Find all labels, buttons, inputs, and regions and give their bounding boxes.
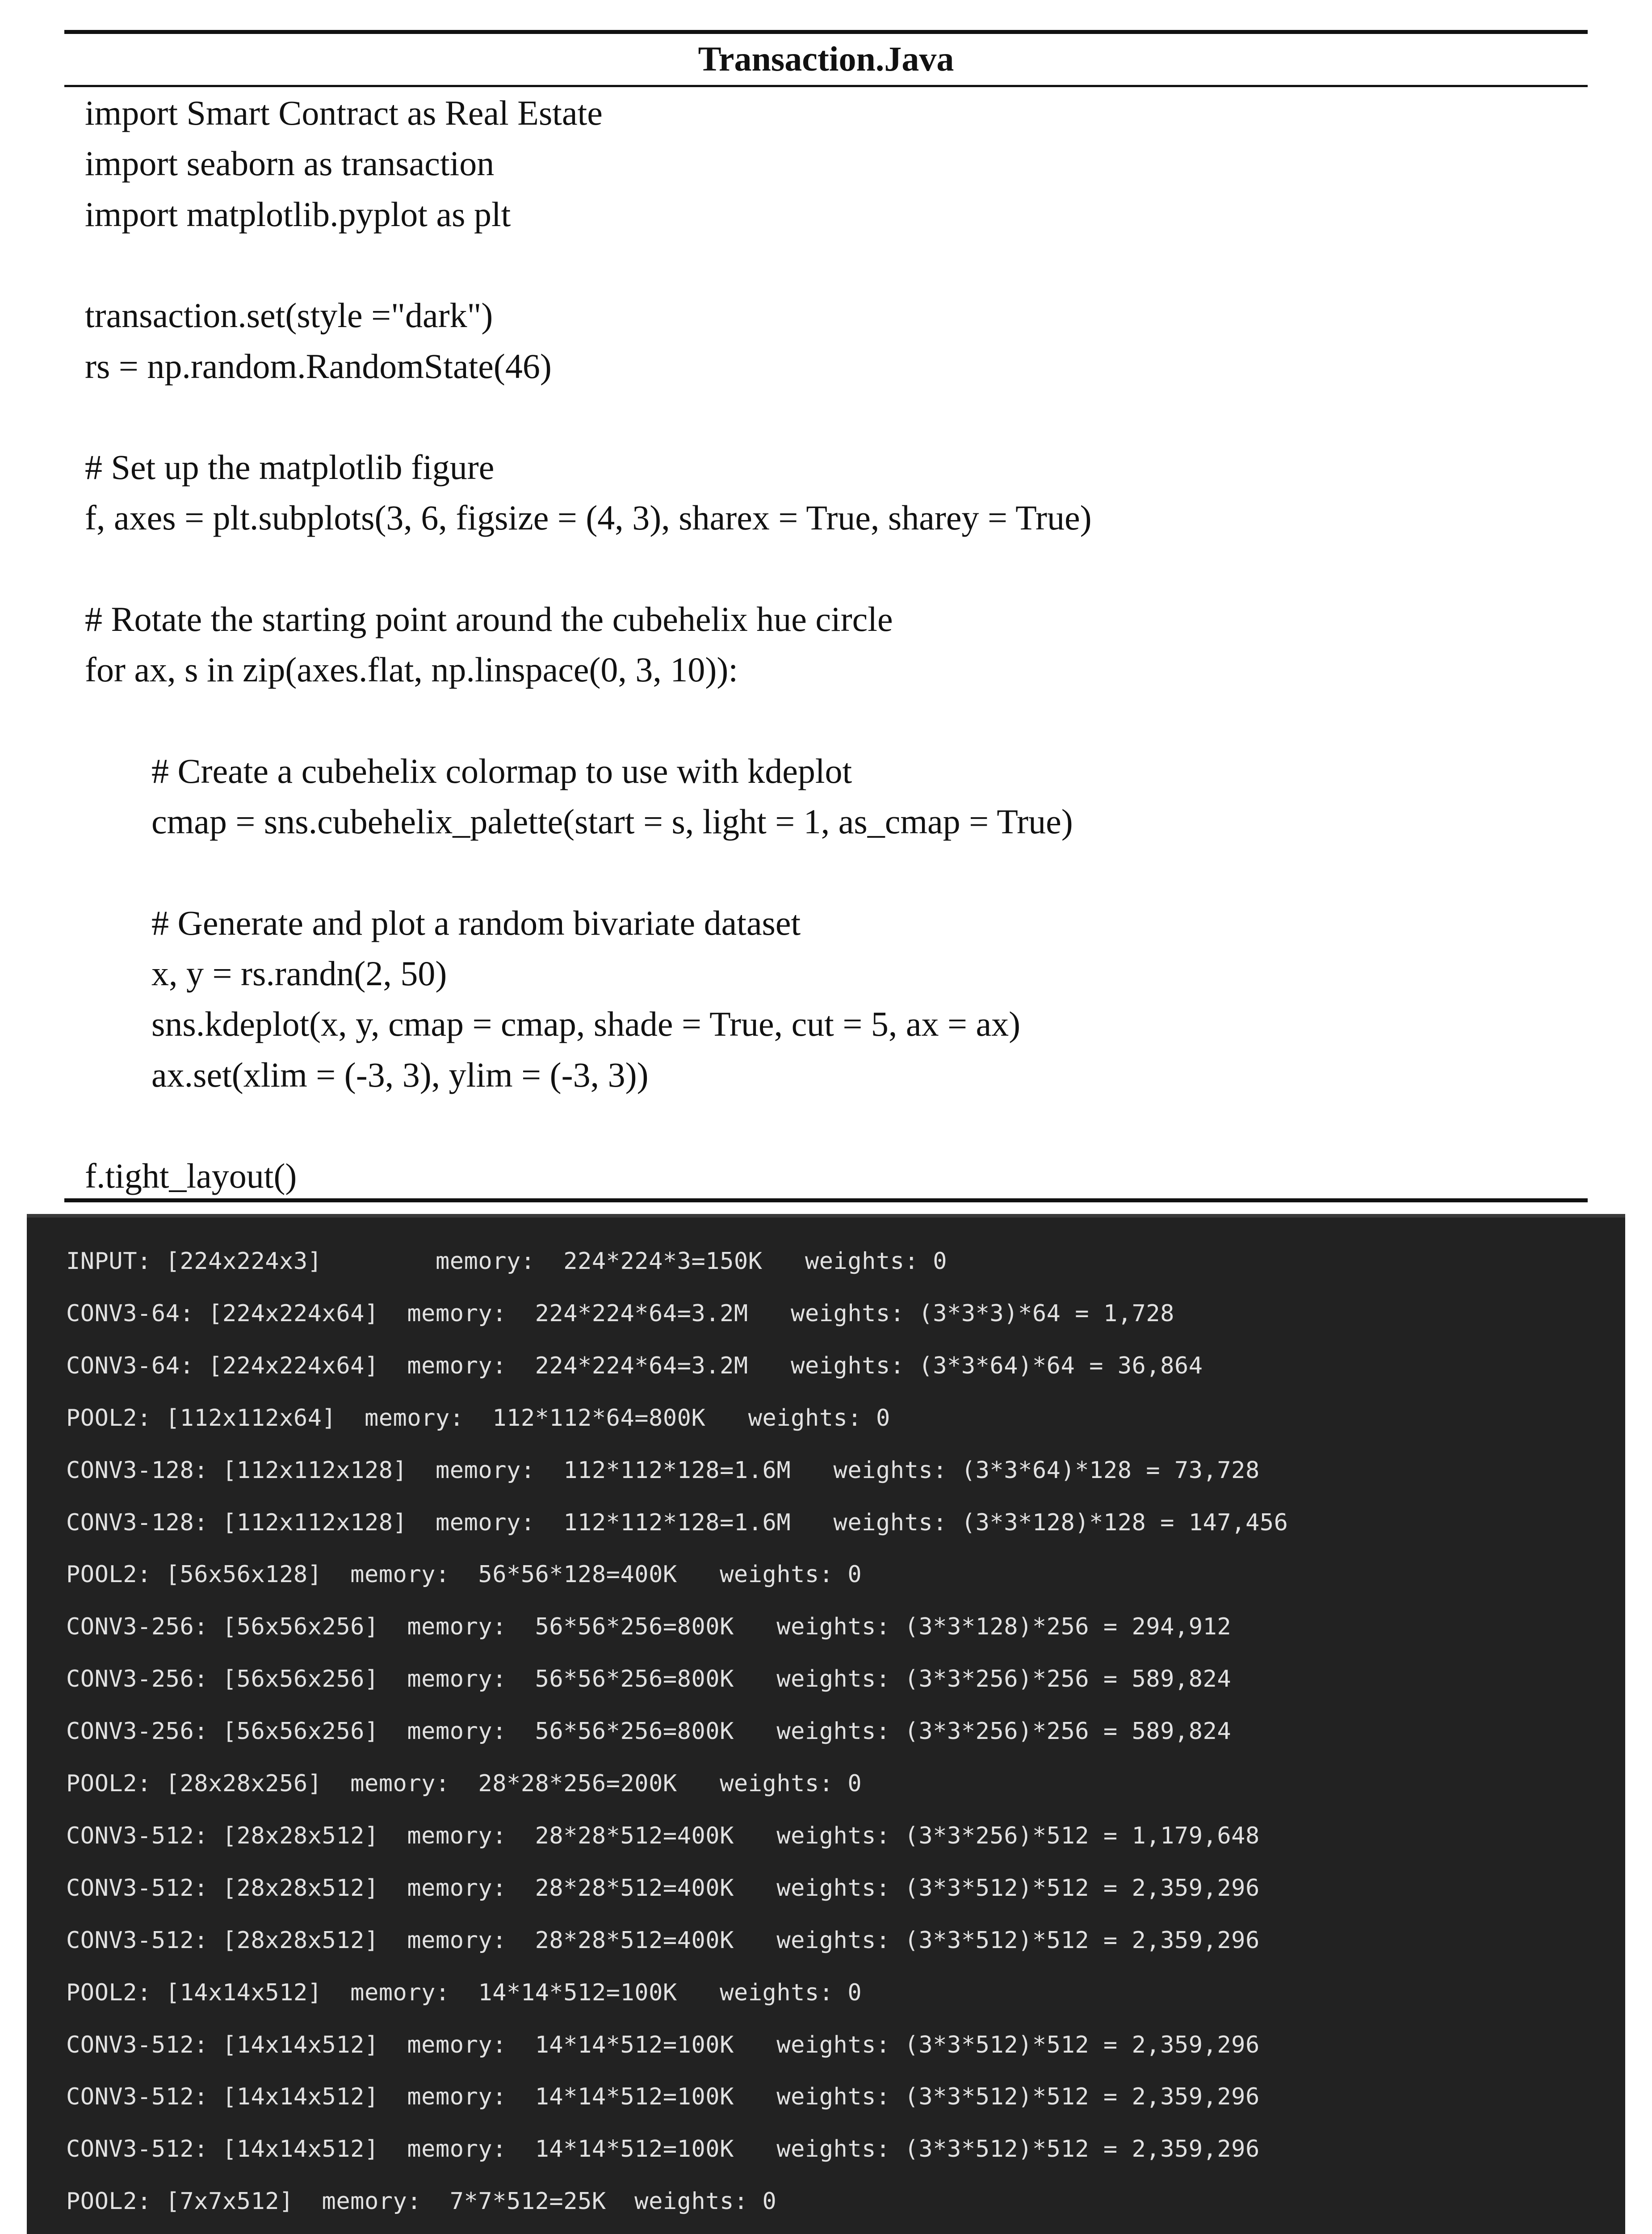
code-line: # Create a cubehelix colormap to use with kdeplot <box>151 751 852 790</box>
terminal-line: POOL2: [112x112x64] memory: 112*112*64=800K weights: 0 <box>66 1404 890 1432</box>
terminal-line: CONV3-512: [28x28x512] memory: 28*28*512=400K weights: (3*3*512)*512 = 2,359,296 <box>66 1927 1260 1954</box>
terminal-line: CONV3-512: [28x28x512] memory: 28*28*512=400K weights: (3*3*512)*512 = 2,359,296 <box>66 1874 1260 1902</box>
code-line: # Generate and plot a random bivariate dataset <box>151 903 801 942</box>
code-line: sns.kdeplot(x, y, cmap = cmap, shade = True, cut = 5, ax = ax) <box>151 1004 1021 1044</box>
code-line: for ax, s in zip(axes.flat, np.linspace(0, 3, 10)): <box>85 650 738 689</box>
terminal-line: INPUT: [224x224x3] memory: 224*224*3=150K weights: 0 <box>66 1248 948 1275</box>
terminal-line: CONV3-512: [14x14x512] memory: 14*14*512=100K weights: (3*3*512)*512 = 2,359,296 <box>66 2136 1260 2163</box>
code-line: f.tight_layout() <box>85 1156 297 1196</box>
terminal-line: CONV3-64: [224x224x64] memory: 224*224*64=3.2M weights: (3*3*3)*64 = 1,728 <box>66 1300 1174 1327</box>
terminal-line: CONV3-128: [112x112x128] memory: 112*112*128=1.6M weights: (3*3*64)*128 = 73,728 <box>66 1457 1260 1484</box>
terminal-line: POOL2: [28x28x256] memory: 28*28*256=200K weights: 0 <box>66 1770 862 1797</box>
table-top-rule <box>64 30 1588 34</box>
code-line: # Set up the matplotlib figure <box>85 448 495 487</box>
terminal-line: CONV3-512: [14x14x512] memory: 14*14*512=100K weights: (3*3*512)*512 = 2,359,296 <box>66 2031 1260 2058</box>
code-line: ax.set(xlim = (-3, 3), ylim = (-3, 3)) <box>151 1055 649 1094</box>
table-title: Transaction.Java <box>698 39 954 78</box>
terminal-line: CONV3-256: [56x56x256] memory: 56*56*256=800K weights: (3*3*128)*256 = 294,912 <box>66 1613 1232 1641</box>
code-line: # Rotate the starting point around the cubehelix hue circle <box>85 600 893 638</box>
terminal-line: CONV3-512: [28x28x512] memory: 28*28*512=400K weights: (3*3*256)*512 = 1,179,648 <box>66 1822 1260 1849</box>
terminal-line: CONV3-256: [56x56x256] memory: 56*56*256=800K weights: (3*3*256)*256 = 589,824 <box>66 1718 1232 1745</box>
code-line: transaction.set(style ="dark") <box>85 296 493 335</box>
terminal-line: POOL2: [14x14x512] memory: 14*14*512=100K weights: 0 <box>66 1979 862 2006</box>
code-line: f, axes = plt.subplots(3, 6, figsize = (4, 3), sharex = True, sharey = True) <box>85 498 1092 538</box>
table-bottom-rule <box>64 1198 1588 1202</box>
terminal-line: CONV3-512: [14x14x512] memory: 14*14*512=100K weights: (3*3*512)*512 = 2,359,296 <box>66 2083 1260 2111</box>
code-line: import seaborn as transaction <box>85 144 495 183</box>
terminal-line: CONV3-256: [56x56x256] memory: 56*56*256=800K weights: (3*3*256)*256 = 589,824 <box>66 1666 1232 1693</box>
code-line: cmap = sns.cubehelix_palette(start = s, light = 1, as_cmap = True) <box>151 802 1073 841</box>
terminal-line: CONV3-64: [224x224x64] memory: 224*224*64=3.2M weights: (3*3*64)*64 = 36,864 <box>66 1352 1203 1379</box>
terminal-line: POOL2: [7x7x512] memory: 7*7*512=25K weights: 0 <box>66 2188 777 2215</box>
table-header-rule <box>64 85 1588 87</box>
terminal-line: POOL2: [56x56x128] memory: 56*56*128=400K weights: 0 <box>66 1561 862 1588</box>
code-line: x, y = rs.randn(2, 50) <box>151 954 447 993</box>
terminal-line: CONV3-128: [112x112x128] memory: 112*112*128=1.6M weights: (3*3*128)*128 = 147,456 <box>66 1509 1288 1536</box>
terminal-output-panel <box>27 1214 1625 2234</box>
code-line: import matplotlib.pyplot as plt <box>85 194 511 234</box>
code-line: import Smart Contract as Real Estate <box>85 93 603 132</box>
code-line: rs = np.random.RandomState(46) <box>85 346 552 386</box>
